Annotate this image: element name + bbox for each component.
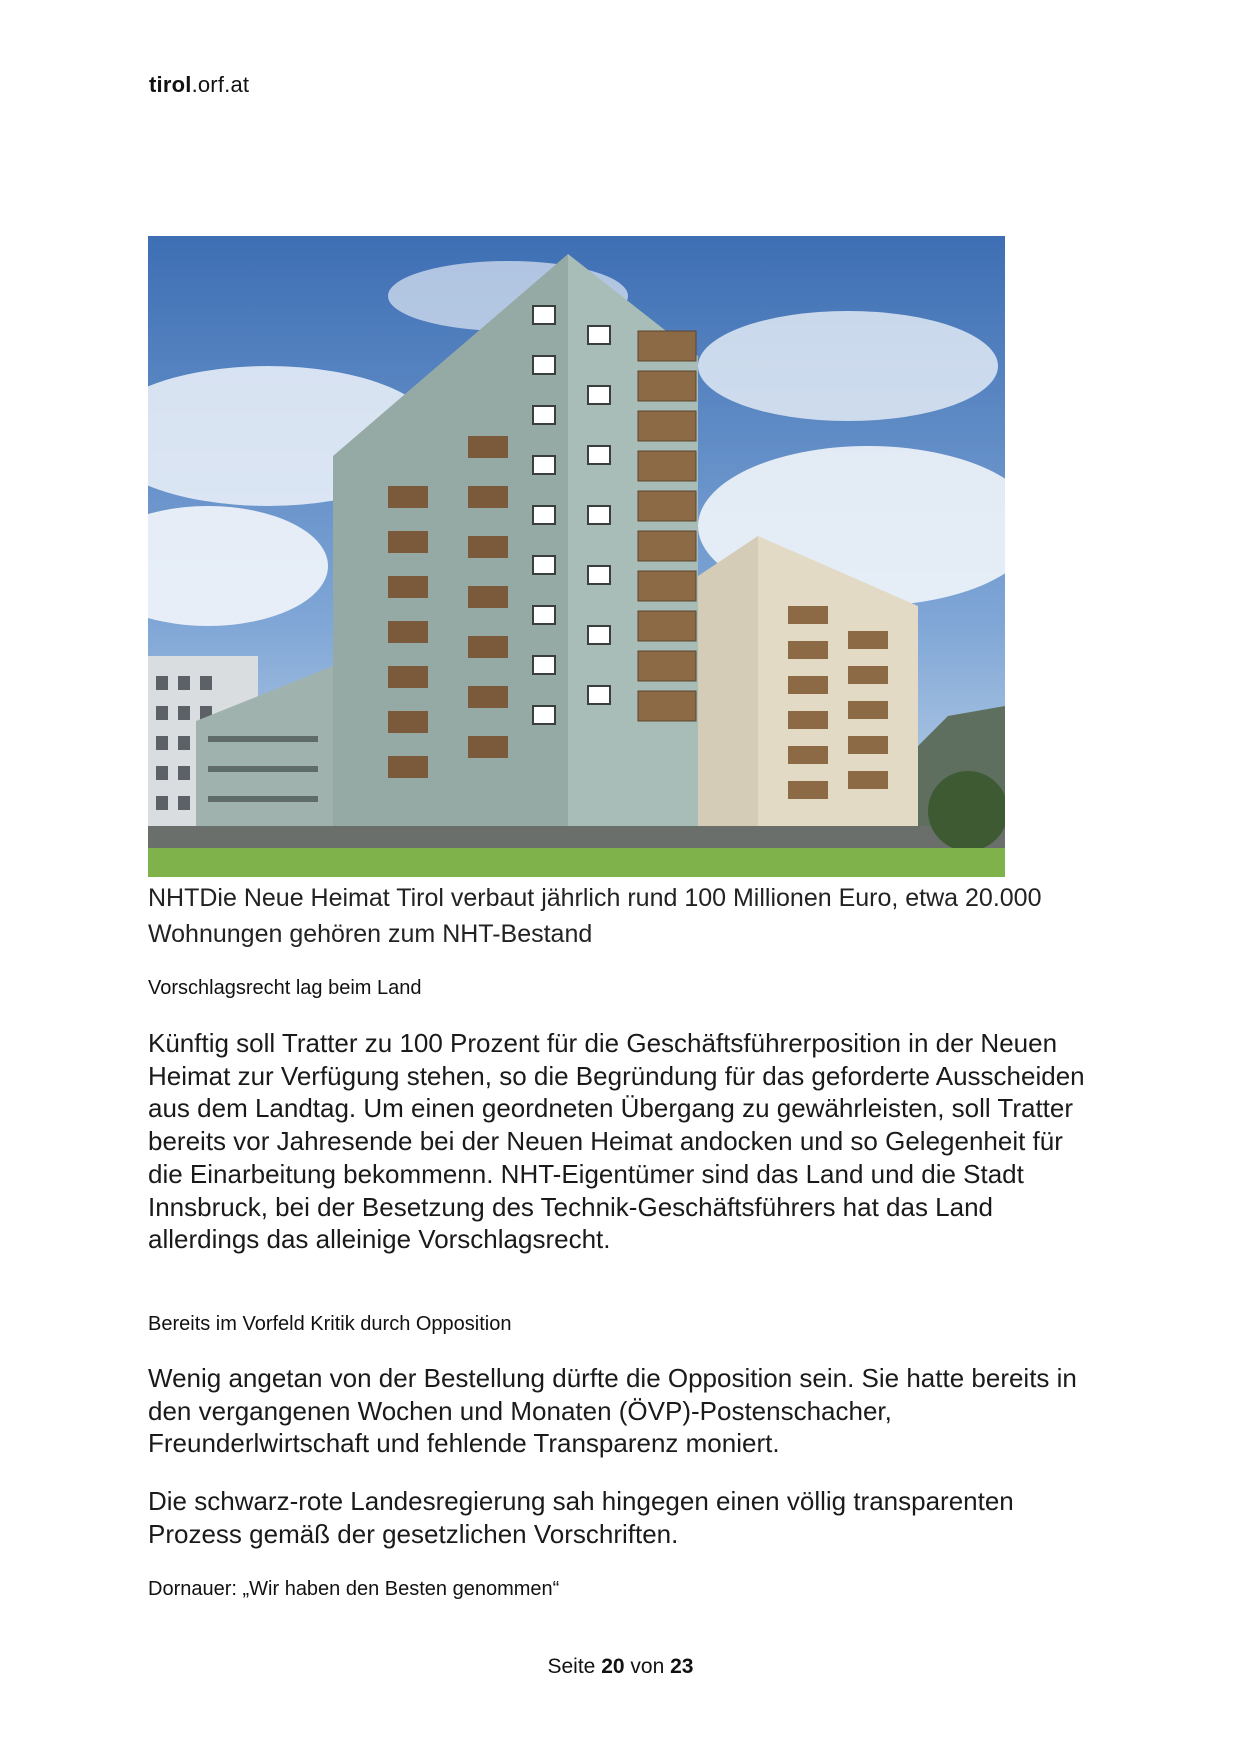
site-header bbox=[149, 72, 249, 98]
body-paragraph: Wenig angetan von der Bestellung dürfte die Opposition sein. Sie hatte bereits in den vergangenen Wochen und Monaten (ÖVP)-Postenschacher, Freunderlwirtschaft und fehlende Transparenz moniert. bbox=[148, 1363, 1077, 1459]
page-label: Seite bbox=[547, 1655, 596, 1678]
section-subhead: Bereits im Vorfeld Kritik durch Opposition bbox=[148, 1313, 512, 1335]
site-name-rest: .orf.at bbox=[191, 72, 250, 97]
section-subhead: Dornauer: „Wir haben den Besten genommen“ bbox=[148, 1578, 560, 1600]
page-number: 20 bbox=[601, 1655, 625, 1678]
body-paragraph: Die schwarz-rote Landesregierung sah hingegen einen völlig transparenten Prozess gemäß der gesetzlichen Vorschriften. bbox=[148, 1486, 1014, 1549]
page-of-label: von bbox=[630, 1655, 665, 1678]
photo-caption: NHTDie Neue Heimat Tirol verbaut jährlich rund 100 Millionen Euro, etwa 20.000 Wohnungen gehören zum NHT-Bestand bbox=[148, 884, 1042, 948]
page-total: 23 bbox=[670, 1655, 694, 1678]
site-name-bold: tirol bbox=[149, 72, 192, 97]
page-footer bbox=[0, 1655, 1241, 1679]
section-subhead: Vorschlagsrecht lag beim Land bbox=[148, 977, 422, 999]
article-photo bbox=[148, 236, 1005, 877]
body-paragraph: Künftig soll Tratter zu 100 Prozent für die Geschäftsführerposition in der Neuen Heimat zur Verfügung stehen, so die Begründung für das geforderte Ausscheiden aus dem Landtag. Um einen geordneten Übergang zu gewährleisten, soll Tratter bereits vor Jahresende bei der Neuen Heimat andocken und so Gelegenheit für die Einarbeitung bekommenn. NHT-Eigentümer sind das Land und die Stadt Innsbruck, bei der Besetzung des Technik-Geschäftsführers hat das Land allerdings das alleinige Vorschlagsrecht. bbox=[148, 1028, 1085, 1255]
